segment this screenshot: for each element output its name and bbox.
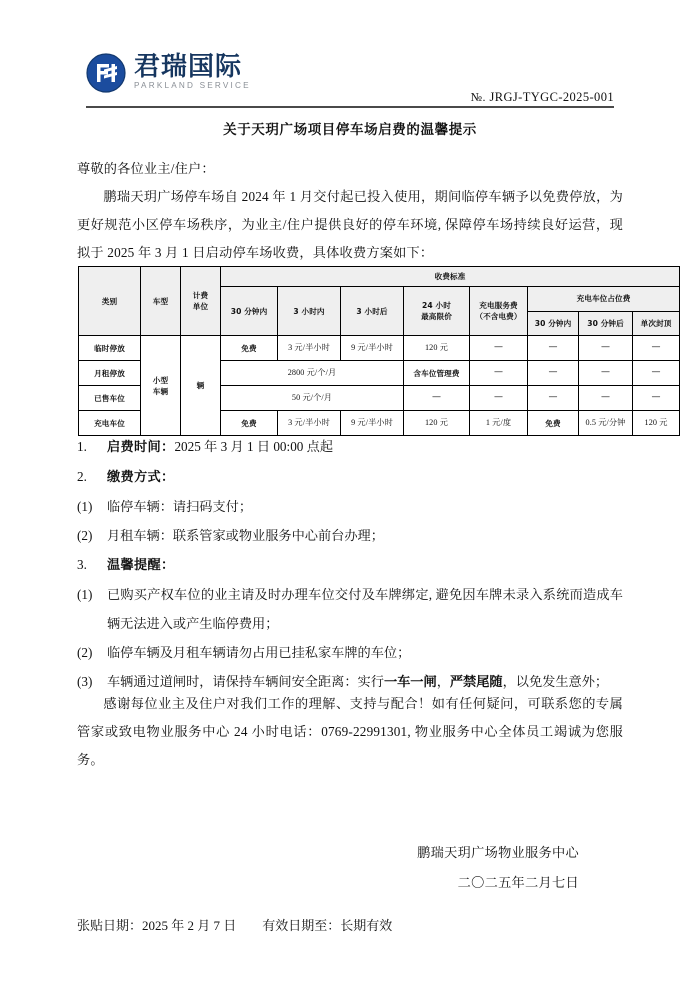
- fee-standard-table: [78, 266, 680, 436]
- cell-occ-single-cap: —: [633, 386, 680, 411]
- table-head: [79, 267, 680, 336]
- emphasis-no-tailgating: 严禁尾随: [449, 675, 503, 690]
- cell-charging-service: —: [470, 361, 528, 386]
- th-billing-unit-line1: 计费: [192, 291, 209, 300]
- cell-occ-single-cap: —: [633, 361, 680, 386]
- closing-block: [77, 690, 623, 774]
- document-number: [471, 90, 614, 104]
- list-item: [77, 432, 623, 462]
- number-symbol: №.: [470, 90, 486, 104]
- list-item: [77, 580, 623, 638]
- th-billing-unit-line2: 单位: [192, 302, 209, 311]
- signature-date: 二〇二五年二月七日: [457, 875, 579, 890]
- th-within-30min: 30 分钟内: [221, 287, 278, 336]
- valid-until-label: 有效日期至：: [262, 918, 341, 933]
- instructions-list: [77, 432, 623, 697]
- list-marker: 1.: [77, 439, 87, 454]
- cell-category: 充电车位: [79, 411, 141, 436]
- cell-category: 已售车位: [79, 386, 141, 411]
- cell-occ-single-cap: —: [633, 336, 680, 361]
- th-vehicle-type: 车型: [141, 267, 181, 336]
- cell-after-3h: 9 元/半小时: [341, 336, 404, 361]
- cell-within-3h: 3 元/半小时: [278, 411, 341, 436]
- th-occupancy-fee: 充电车位占位费: [528, 287, 680, 312]
- th-occ-single-cap: 单次封顶: [633, 311, 680, 336]
- th-charging-service-line2: （不含电费）: [475, 312, 522, 321]
- list-item-label: 温馨提醒：: [107, 558, 175, 573]
- list-marker: (2): [77, 528, 93, 543]
- page-title: 关于天玥广场项目停车场启费的温馨提示: [223, 122, 477, 138]
- logo-company-name-en: PARKLAND SERVICE: [134, 81, 251, 91]
- th-24h-cap: [404, 287, 470, 336]
- list-content: [107, 432, 623, 462]
- list-marker: (1): [77, 587, 93, 602]
- table-row: [79, 336, 680, 361]
- cell-merged-rate: 2800 元/个/月: [221, 361, 404, 386]
- cell-within-30min: 免费: [221, 336, 278, 361]
- th-charging-service-line1: 充电服务费: [479, 301, 518, 310]
- header-divider: [86, 106, 614, 108]
- list-item: [77, 521, 623, 550]
- list-item: [77, 550, 623, 580]
- cell-within-3h: 3 元/半小时: [278, 336, 341, 361]
- th-occ-within-30min: 30 分钟内: [528, 311, 579, 336]
- cell-vehicle-type-line1: 小型: [152, 375, 169, 385]
- cell-merged-rate: 50 元/个/月: [221, 386, 404, 411]
- list-marker: (3): [77, 674, 93, 689]
- list-marker: (1): [77, 499, 93, 514]
- intro-body: [77, 155, 623, 267]
- cell-24h-cap: 120 元: [404, 336, 470, 361]
- cell-billing-unit: 辆: [181, 336, 221, 436]
- th-24h-cap-line1: 24 小时: [422, 301, 451, 310]
- list-content: 已购买产权车位的业主请及时办理车位交付及车牌绑定, 避免因车牌未录入系统而造成车辆无法进入或产生临停费用；: [107, 587, 623, 631]
- closing-paragraph: 感谢每位业主及住户对我们工作的理解、支持与配合！如有任何疑问，可联系您的专属管家或致电物业服务中心 24 小时电话：0769-22991301, 物业服务中心全体员工竭诚为您服务。: [77, 696, 623, 767]
- cell-charging-service: —: [470, 336, 528, 361]
- list-marker: 2.: [77, 469, 87, 484]
- footer-block: [77, 915, 623, 937]
- valid-until-value: 长期有效: [340, 918, 393, 933]
- th-occ-after-30min: 30 分钟后: [579, 311, 633, 336]
- cell-occ-single-cap: 120 元: [633, 411, 680, 436]
- list-item-text: 2025 年 3 月 1 日 00:00 点起: [174, 439, 334, 454]
- cell-within-30min: 免费: [221, 411, 278, 436]
- logo-company-name-cn: 君瑞国际: [134, 51, 243, 81]
- list-item: [77, 462, 623, 492]
- th-billing-unit: [181, 267, 221, 336]
- salutation: 尊敬的各位业主/住户：: [77, 161, 215, 176]
- document-number-row: [86, 88, 614, 106]
- cell-category: 临时停放: [79, 336, 141, 361]
- list-marker: 3.: [77, 557, 87, 572]
- th-within-3h: 3 小时内: [278, 287, 341, 336]
- cell-vehicle-type-line2: 车辆: [152, 386, 169, 396]
- list-item-text-part2: ，: [436, 674, 450, 689]
- cell-charging-service: 1 元/度: [470, 411, 528, 436]
- cell-24h-cap: 120 元: [404, 411, 470, 436]
- parkland-logo-icon: [86, 53, 126, 93]
- post-date-label: 张贴日期：: [77, 918, 143, 933]
- cell-category: 月租停放: [79, 361, 141, 386]
- list-item-label: 缴费方式：: [107, 470, 175, 485]
- th-charging-service-fee: [470, 287, 528, 336]
- th-category: 类别: [79, 267, 141, 336]
- cell-occ-within-30min: —: [528, 361, 579, 386]
- th-after-3h: 3 小时后: [341, 287, 404, 336]
- list-item-label: 启费时间：: [107, 440, 175, 455]
- signature-organization: 鹏瑞天玥广场物业服务中心: [417, 845, 579, 860]
- signature-block: [77, 838, 623, 898]
- footer-dates: [77, 915, 623, 937]
- cell-vehicle-type: [141, 336, 181, 436]
- cell-occ-after-30min: —: [579, 361, 633, 386]
- table-header-row-1: [79, 267, 680, 287]
- th-24h-cap-line2: 最高限价: [421, 312, 452, 321]
- intro-paragraph: 鹏瑞天玥广场停车场自 2024 年 1 月交付起已投入使用，期间临停车辆予以免费停放，为更好规范小区停车场秩序，为业主/住户提供良好的停车环境, 保障停车场持续良好运营，现拟于 2025 年 3 月 1 日启动停车场收费，具体收费方案如下：: [77, 189, 623, 260]
- cell-occ-within-30min: —: [528, 336, 579, 361]
- cell-occ-after-30min: —: [579, 386, 633, 411]
- cell-occ-within-30min: —: [528, 386, 579, 411]
- emphasis-one-car-one-gate: 一车一闸: [383, 675, 437, 690]
- cell-occ-after-30min: —: [579, 336, 633, 361]
- fee-table-container: [78, 266, 672, 436]
- cell-after-3h: 9 元/半小时: [341, 411, 404, 436]
- table-body: [79, 336, 680, 436]
- list-item: [77, 638, 623, 667]
- list-content: 月租车辆：联系管家或物业服务中心前台办理；: [107, 528, 384, 543]
- document-number-value: JRGJ-TYGC-2025-001: [489, 90, 614, 104]
- cell-24h-cap: 含车位管理费: [404, 361, 470, 386]
- list-item: [77, 492, 623, 521]
- cell-charging-service: —: [470, 386, 528, 411]
- th-fee-standard: 收费标准: [221, 267, 680, 287]
- cell-occ-after-30min: 0.5 元/分钟: [579, 411, 633, 436]
- list-marker: (2): [77, 645, 93, 660]
- list-content: 临停车辆：请扫码支付；: [107, 499, 253, 514]
- cell-24h-cap: —: [404, 386, 470, 411]
- list-item-text-part3: ，以免发生意外；: [502, 674, 609, 689]
- post-date-value: 2025 年 2 月 7 日: [142, 918, 237, 933]
- cell-occ-within-30min: 免费: [528, 411, 579, 436]
- list-item-text-part1: 车辆通过道闸时，请保持车辆间安全距离：实行: [107, 674, 384, 689]
- list-content: 临停车辆及月租车辆请勿占用已挂私家车牌的车位；: [107, 645, 411, 660]
- logo-wordmark: [134, 52, 251, 91]
